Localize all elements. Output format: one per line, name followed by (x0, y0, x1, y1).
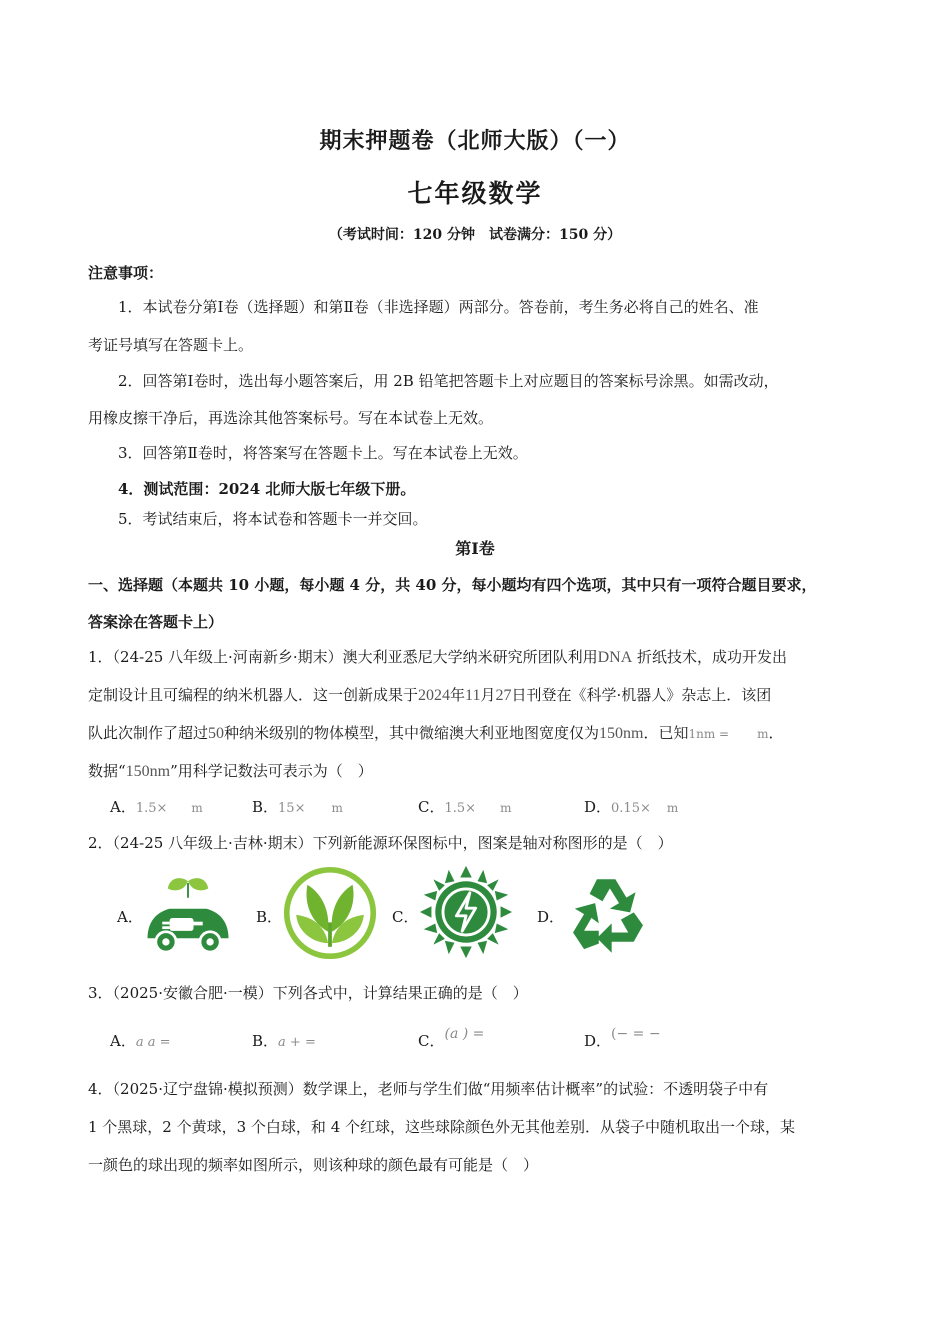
q3-option-c-label: C． (418, 1032, 445, 1050)
q1-l3-c: ．已知 (643, 724, 689, 742)
section-heading-line-2: 答案涂在答题卡上） (88, 613, 224, 631)
note-5: 5．考试结束后，将本试卷和答题卡一并交回。 (118, 510, 428, 528)
q1-option-d-label: D． (584, 798, 612, 816)
q1-text-b: 折纸技术，成功开发出 (632, 648, 788, 666)
q1-option-b-value: 15× (278, 801, 306, 816)
q1-l2-b: 年 (450, 686, 466, 704)
note-2-line-1: 2．回答第Ⅰ卷时，选出每小题答案后，用 2B 铅笔把答题卡上对应题目的答案标号涂黑。如需改动， (118, 372, 779, 390)
q1-option-a-label: A． (110, 798, 136, 816)
volume-heading: 第Ⅰ卷 (455, 539, 495, 558)
q3-option-d-expr: (− = − (611, 1026, 661, 1042)
q2-text: 2．（24-25 八年级上·吉林·期末）下列新能源环保图标中，图案是轴对称图形的是（ ） (88, 834, 673, 852)
note-1-line-1: 1．本试卷分第Ⅰ卷（选择题）和第Ⅱ卷（非选择题）两部分。答卷前，考生务必将自己的姓名、准 (118, 298, 759, 316)
q1-line-2 (88, 684, 868, 705)
q1-option-c-label: C． (418, 798, 445, 816)
q1-eq-left: 1nm = (688, 727, 730, 741)
q1-l3-a: 队此次制作了超过 (88, 724, 209, 742)
q1-year: 2024 (418, 687, 451, 704)
q3-option-a[interactable] (110, 1030, 171, 1051)
q1-option-b[interactable] (252, 796, 343, 817)
q1-option-b-label: B． (252, 798, 279, 816)
q3-option-b-label: B． (252, 1032, 279, 1050)
q1-l4-a: 数据“ (88, 762, 126, 780)
q1-option-b-unit: m (331, 801, 343, 815)
q2-option-c-label[interactable]: C． (392, 908, 419, 926)
q4-line-3: 一颜色的球出现的频率如图所示，则该种球的颜色最有可能是（ ） (88, 1156, 539, 1174)
q1-width: 150nm (599, 725, 644, 742)
q1-day: 27 (495, 687, 512, 704)
q1-option-c-unit: m (500, 801, 512, 815)
notes-heading: 注意事项： (88, 264, 164, 282)
note-3: 3．回答第Ⅱ卷时，将答案写在答题卡上。写在本试卷上无效。 (118, 444, 528, 462)
q3-option-b[interactable] (252, 1030, 316, 1051)
q1-l2-c: 月 (480, 686, 496, 704)
q1-month: 11 (465, 687, 481, 704)
q1-l3-b: 种纳米级别的物体模型，其中微缩澳大利亚地图宽度仅为 (224, 724, 600, 742)
q1-l2-d: 日刊登在《科学·机器人》杂志上．该团 (511, 686, 772, 704)
q2-option-b-label[interactable]: B． (256, 908, 283, 926)
note-1-line-2: 考证号填写在答题卡上。 (88, 336, 254, 354)
exam-title: 期末押题卷（北师大版）（一） (319, 129, 631, 154)
q1-l4-b: ”用科学记数法可表示为（ ） (170, 762, 373, 780)
q1-option-d-value: 0.15× (611, 801, 651, 816)
leaf-sprout-icon[interactable] (283, 866, 377, 960)
exam-info: （考试时间：120 分钟 试卷满分：150 分） (328, 227, 622, 243)
solar-energy-icon[interactable] (418, 864, 514, 960)
q1-option-a-unit: m (191, 801, 203, 815)
q3-option-c[interactable] (418, 1022, 485, 1050)
eco-car-icon[interactable] (142, 872, 234, 964)
exam-subject: 七年级数学 (407, 179, 543, 208)
q2-option-a-label[interactable]: A． (117, 908, 143, 926)
note-2-line-2: 用橡皮擦干净后，再选涂其他答案标号。写在本试卷上无效。 (88, 409, 494, 427)
q1-count: 50 (208, 725, 225, 742)
q1-option-a[interactable] (110, 796, 203, 817)
q3-option-c-expr: (a ) = (444, 1026, 485, 1042)
q4-line-2: 1 个黑球，2 个黄球，3 个白球，和 4 个红球，这些球除颜色外无其他差别．从袋子中随机取出一个球，某 (88, 1118, 796, 1136)
recycle-icon[interactable] (562, 870, 654, 962)
q1-option-a-value: 1.5× (135, 801, 168, 816)
q2-option-d-label[interactable]: D． (537, 908, 565, 926)
q1-eq-right: m (757, 727, 769, 741)
note-4: 4．测试范围：2024 北师大版七年级下册。 (118, 480, 416, 498)
q3-text: 3．（2025·安徽合肥·一模）下列各式中，计算结果正确的是（ ） (88, 984, 528, 1002)
q1-line-4 (88, 760, 868, 781)
q1-option-c-value: 1.5× (444, 801, 477, 816)
q3-option-a-label: A． (110, 1032, 136, 1050)
q1-line-1 (88, 646, 868, 667)
q1-data: 150nm (125, 763, 171, 780)
q1-option-d-unit: m (666, 801, 679, 815)
q1-l2-a: 定制设计且可编程的纳米机器人．这一创新成果于 (88, 686, 419, 704)
q1-l3-end: ． (768, 724, 784, 742)
q1-text-a: 1．（24-25 八年级上·河南新乡·期末）澳大利亚悉尼大学纳米研究所团队利用 (88, 648, 598, 666)
q3-option-b-expr: a + = (278, 1035, 316, 1050)
q1-line-3 (88, 722, 868, 743)
section-heading-line-1: 一、选择题（本题共 10 小题，每小题 4 分，共 40 分，每小题均有四个选项，其中只有一项符合题目要求， (88, 576, 817, 594)
q3-option-d[interactable] (584, 1022, 661, 1050)
q1-option-c[interactable] (418, 796, 511, 817)
q1-dna: DNA (597, 649, 633, 666)
q4-line-1: 4．（2025·辽宁盘锦·模拟预测）数学课上，老师与学生们做“用频率估计概率”的试验：不透明袋子中有 (88, 1080, 769, 1098)
q3-option-a-expr: a a = (135, 1035, 171, 1050)
q3-option-d-label: D． (584, 1032, 612, 1050)
q1-option-d[interactable] (584, 796, 678, 817)
